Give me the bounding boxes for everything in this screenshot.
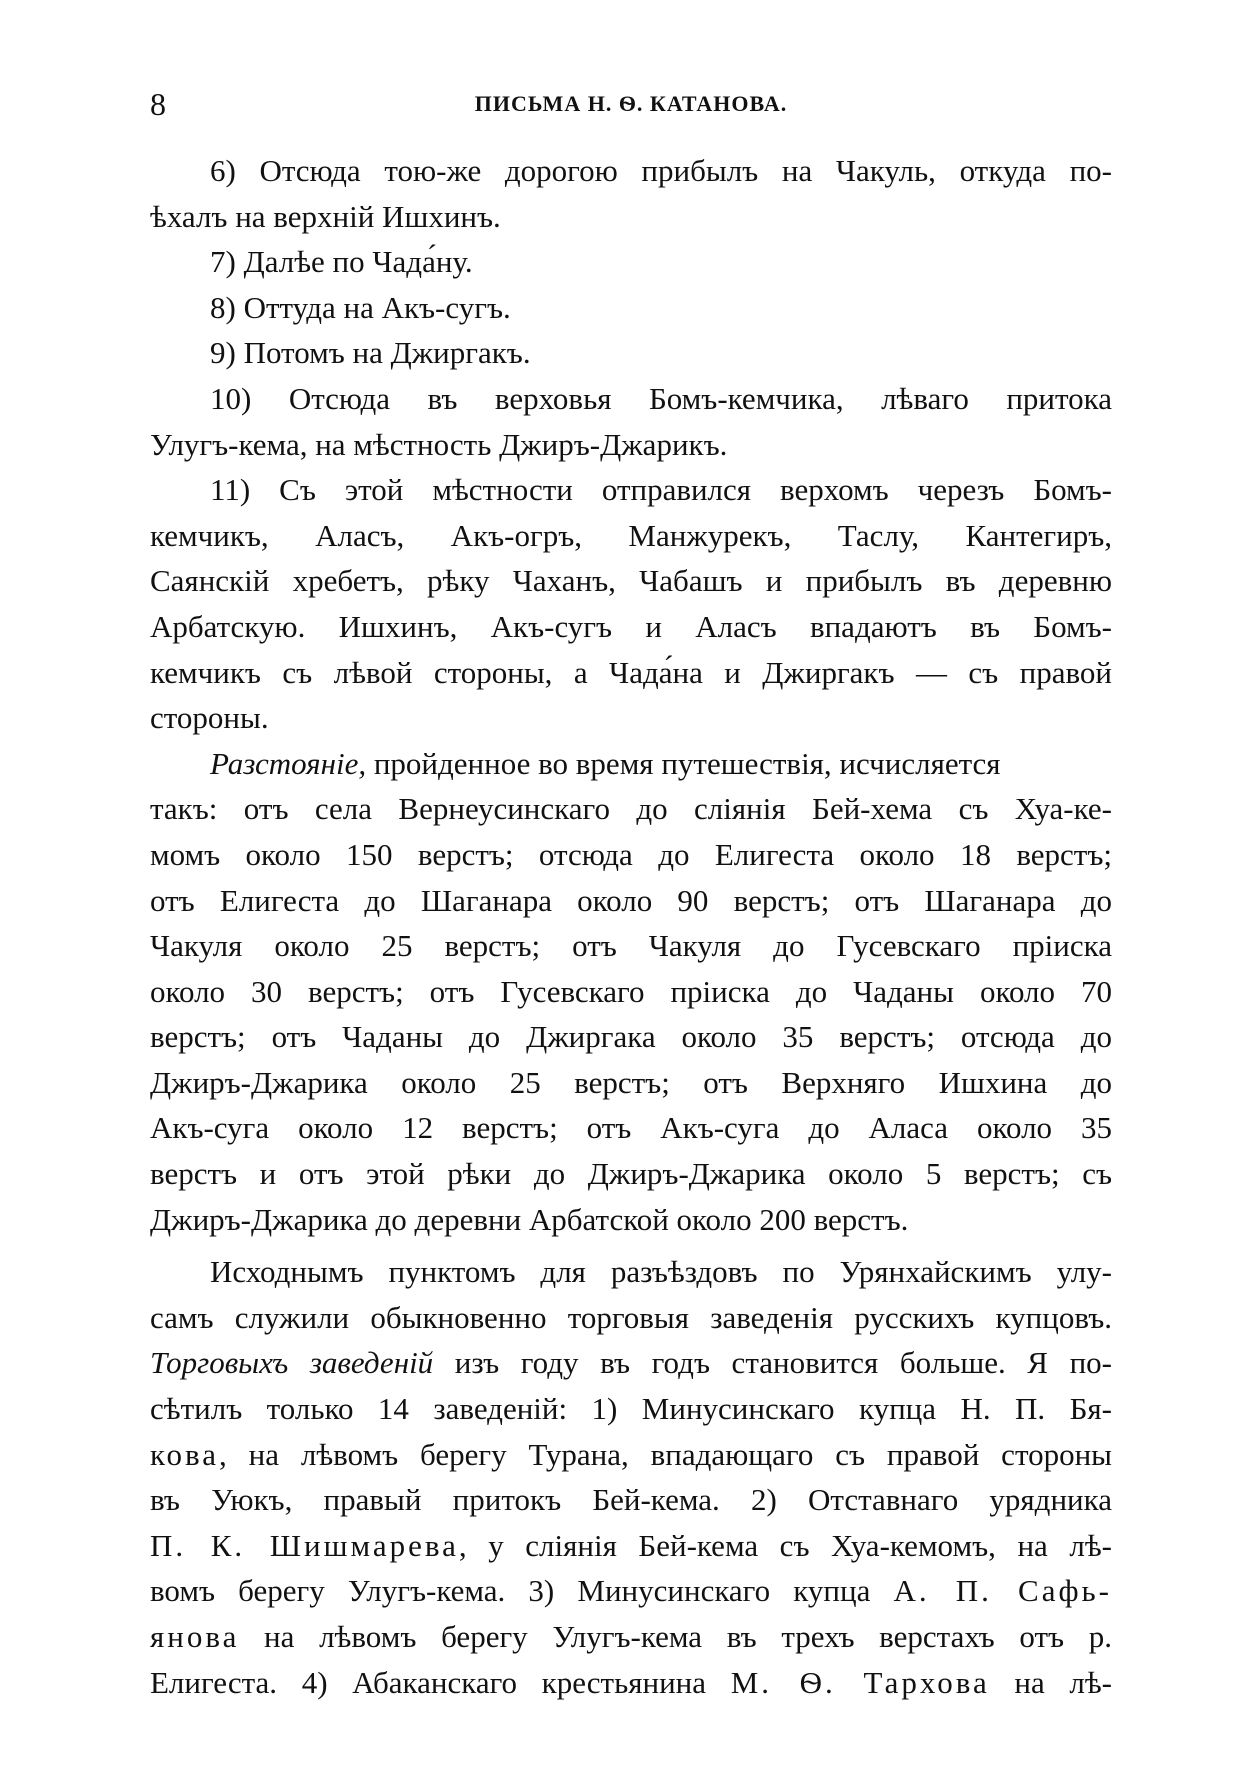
- page-number: 8: [150, 86, 166, 122]
- text-fragment: , у сліянія Бей-кема съ Хуа-кемомъ, на лѣ-: [458, 1527, 1112, 1563]
- text-line: Джиръ-Джарика до деревни Арбатской около 200 верстъ.: [150, 1201, 909, 1237]
- text-line: [150, 1432, 1112, 1478]
- text-line: [150, 741, 1112, 787]
- text-fragment: на лѣ-: [989, 1664, 1113, 1700]
- text-line: Акъ-суга около 12 верстъ; отъ Акъ-суга до Аласа около 35: [150, 1110, 1112, 1146]
- body-text: [150, 148, 1112, 1705]
- text-fragment: , на лѣвомъ берегу Турана, впадающаго съ правой стороны: [218, 1436, 1112, 1472]
- spaced-name: А. П. Сафь-: [893, 1573, 1112, 1609]
- text-line: верстъ; отъ Чаданы до Джиргака около 35 верстъ; отсюда до: [150, 1019, 1112, 1055]
- text-fragment: вомъ берегу Улугъ-кема. 3) Минусинскаго купца: [150, 1573, 871, 1609]
- text-line: стороны.: [150, 700, 269, 736]
- text-line: Чакуля около 25 верстъ; отъ Чакуля до Гусевскаго пріиска: [150, 928, 1112, 964]
- spaced-name: янова: [150, 1619, 240, 1654]
- text-line: [150, 1340, 1112, 1386]
- text-line: [150, 1614, 1112, 1660]
- text-line: ѣхалъ на верхній Ишхинъ.: [150, 198, 501, 234]
- text-line: около 30 верстъ; отъ Гусевскаго пріиска до Чаданы около 70: [150, 973, 1112, 1009]
- text-line: Саянскій хребетъ, рѣку Чаханъ, Чабашъ и прибылъ въ деревню: [150, 563, 1112, 599]
- text-line: 9) Потомъ на Джиргакъ.: [210, 335, 531, 371]
- text-fragment: изъ году въ годъ становится больше. Я по-: [454, 1345, 1112, 1381]
- emphasis-trade: Торговыхъ заведеній: [150, 1345, 434, 1381]
- text-line: 6) Отсюда тою-же дорогою прибылъ на Чакуль, откуда по-: [210, 153, 1112, 188]
- spaced-name: кова: [150, 1436, 219, 1472]
- emphasis-distance: Разстояніе,: [210, 745, 367, 781]
- text-line: Джиръ-Джарика около 25 верстъ; отъ Верхняго Ишхина до: [150, 1064, 1112, 1100]
- text-line: кемчикъ, Аласъ, Акъ-огръ, Манжурекъ, Таслу, Кантегиръ,: [150, 517, 1112, 553]
- text-line: [150, 1523, 1112, 1569]
- text-line: [150, 1660, 1112, 1706]
- text-line: сѣтилъ только 14 заведеній: 1) Минусинскаго купца Н. П. Бя-: [150, 1391, 1112, 1427]
- text-line: 10) Отсюда въ верховья Бомъ-кемчика, лѣваго притока: [210, 380, 1112, 416]
- text-line: 7) Далѣе по Чада́ну.: [210, 244, 473, 280]
- page-header: [150, 84, 1112, 124]
- text-line: [150, 1568, 1112, 1614]
- text-line: самъ служили обыкновенно торговыя заведенія русскихъ купцовъ.: [150, 1299, 1112, 1335]
- text-fragment: на лѣвомъ берегу Улугъ-кема въ трехъ верстахъ отъ р.: [239, 1619, 1112, 1654]
- text-line: Арбатскую. Ишхинъ, Акъ-сугъ и Аласъ впадаютъ въ Бомъ-: [150, 608, 1112, 644]
- text-line: верстъ и отъ этой рѣки до Джиръ-Джарика около 5 верстъ; съ: [150, 1156, 1112, 1192]
- text-line: отъ Елигеста до Шаганара около 90 верстъ; отъ Шаганара до: [150, 882, 1112, 918]
- text-line: 11) Съ этой мѣстности отправился верхомъ черезъ Бомъ-: [210, 472, 1112, 508]
- text-line: такъ: отъ села Вернеусинскаго до сліянія Бей-хема съ Хуа-ке-: [150, 791, 1112, 827]
- text-line: Исходнымъ пунктомъ для разъѣздовъ по Урянхайскимъ улу-: [210, 1254, 1112, 1290]
- text-line: Улугъ-кема, на мѣстность Джиръ-Джарикъ.: [150, 426, 728, 462]
- text-fragment: Елигеста. 4) Абаканскаго крестьянина: [150, 1664, 707, 1700]
- text-line: въ Уюкъ, правый притокъ Бей-кема. 2) Отставнаго урядника: [150, 1482, 1112, 1518]
- spaced-name: П. К. Шишмарева: [150, 1527, 459, 1563]
- running-title: ПИСЬМА Н. Ѳ. КАТАНОВА.: [474, 91, 788, 116]
- text-line: момъ около 150 верстъ; отсюда до Елигеста около 18 верстъ;: [150, 836, 1112, 872]
- spaced-name: М. Ѳ. Тархова: [730, 1664, 990, 1700]
- text-line: кемчикъ съ лѣвой стороны, а Чада́на и Джиргакъ — съ правой: [150, 654, 1112, 690]
- text-line: 8) Оттуда на Акъ-сугъ.: [210, 289, 511, 325]
- text-fragment: пройденное во время путешествія, исчисляется: [373, 745, 1001, 781]
